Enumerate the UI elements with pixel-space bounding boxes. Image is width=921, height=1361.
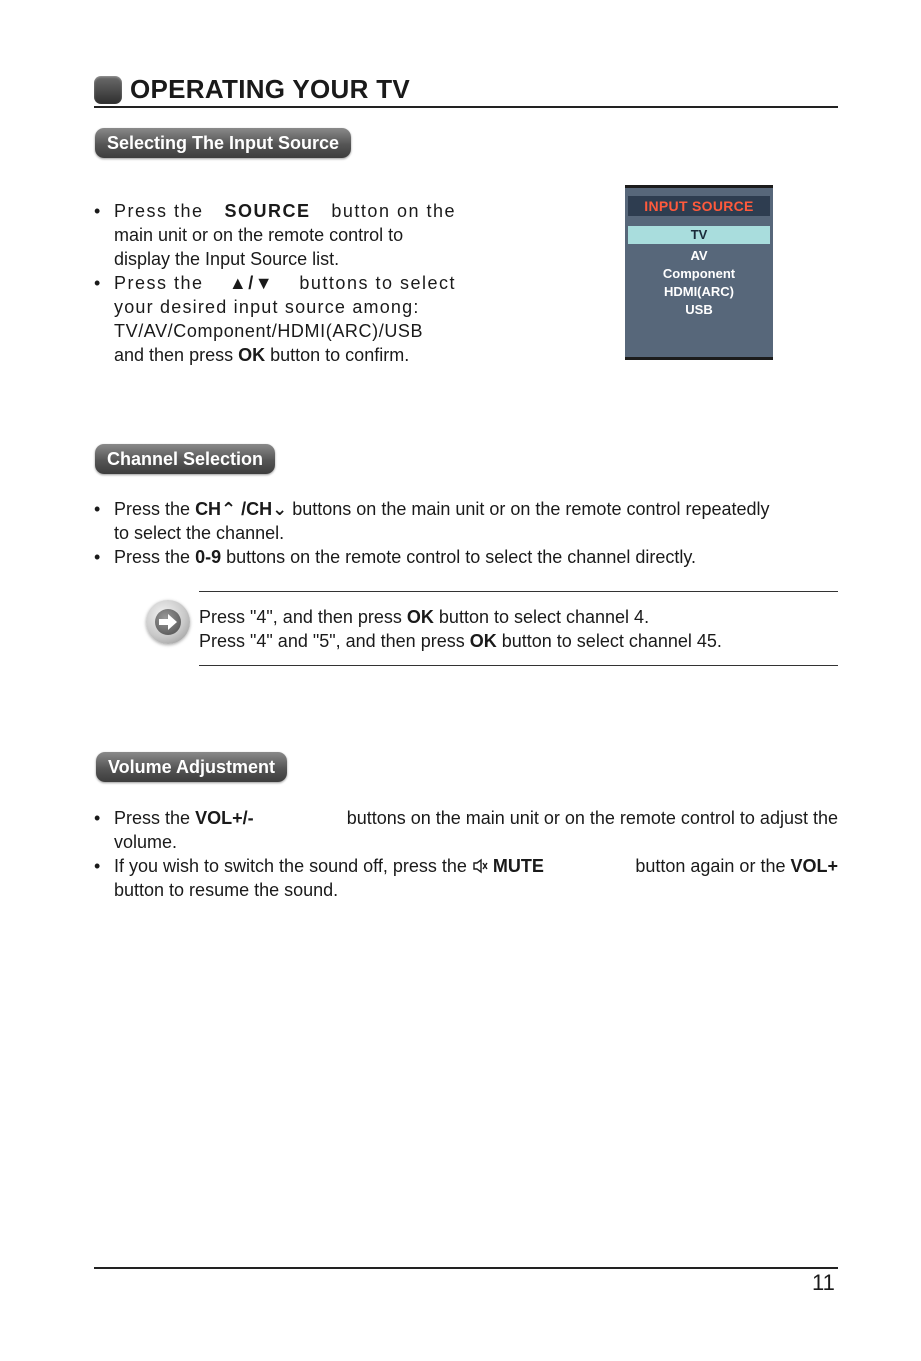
menu-item-av[interactable]: AV	[690, 248, 708, 263]
list-item: • Press the SOURCE button on the main unit or on the remote control to display the Input Source list.	[94, 199, 456, 271]
list-item: • If you wish to switch the sound off, press the MUTE button again or the VOL+ button to resume the sound.	[94, 854, 838, 902]
menu-title: INPUT SOURCE	[628, 196, 770, 216]
volume-instructions	[94, 806, 838, 902]
section-heading-channel: Channel Selection	[95, 444, 275, 474]
input-source-menu	[625, 185, 773, 360]
menu-item-tv[interactable]: TV	[628, 226, 770, 244]
up-down-arrows-icon: ▲/▼	[228, 273, 275, 293]
page-number: 11	[812, 1270, 835, 1295]
channel-example-note: Press "4", and then press OK button to select channel 4. Press "4" and "5", and then press OK button to select channel 45.	[199, 607, 722, 651]
section-marker-icon	[94, 76, 122, 104]
divider	[199, 665, 838, 666]
menu-item-hdmi[interactable]: HDMI(ARC)	[663, 284, 735, 299]
footer-divider	[94, 1267, 838, 1269]
arrow-right-icon	[146, 600, 190, 644]
list-item: • Press the 0-9 buttons on the remote control to select the channel directly.	[94, 545, 846, 569]
section-heading-input-source: Selecting The Input Source	[95, 128, 351, 158]
input-source-instructions	[94, 199, 456, 367]
menu-item-component[interactable]: Component	[662, 266, 736, 281]
page-title: OPERATING YOUR TV	[130, 74, 411, 104]
menu-item-usb[interactable]: USB	[685, 302, 713, 317]
section-heading-volume: Volume Adjustment	[96, 752, 287, 782]
channel-instructions	[94, 497, 846, 569]
list-item: • Press the VOL+/- buttons on the main unit or on the remote control to adjust the volume.	[94, 806, 838, 854]
mute-icon	[472, 858, 488, 874]
page-header	[94, 72, 838, 108]
list-item: • Press the ▲/▼ buttons to select your desired input source among: TV/AV/Component/HDMI(ARC)/USB and then press OK button to confirm.	[94, 271, 456, 367]
divider	[199, 591, 838, 592]
list-item: • Press the CH⌃ /CH⌄ buttons on the main unit or on the remote control repeatedly to select the channel.	[94, 497, 846, 545]
